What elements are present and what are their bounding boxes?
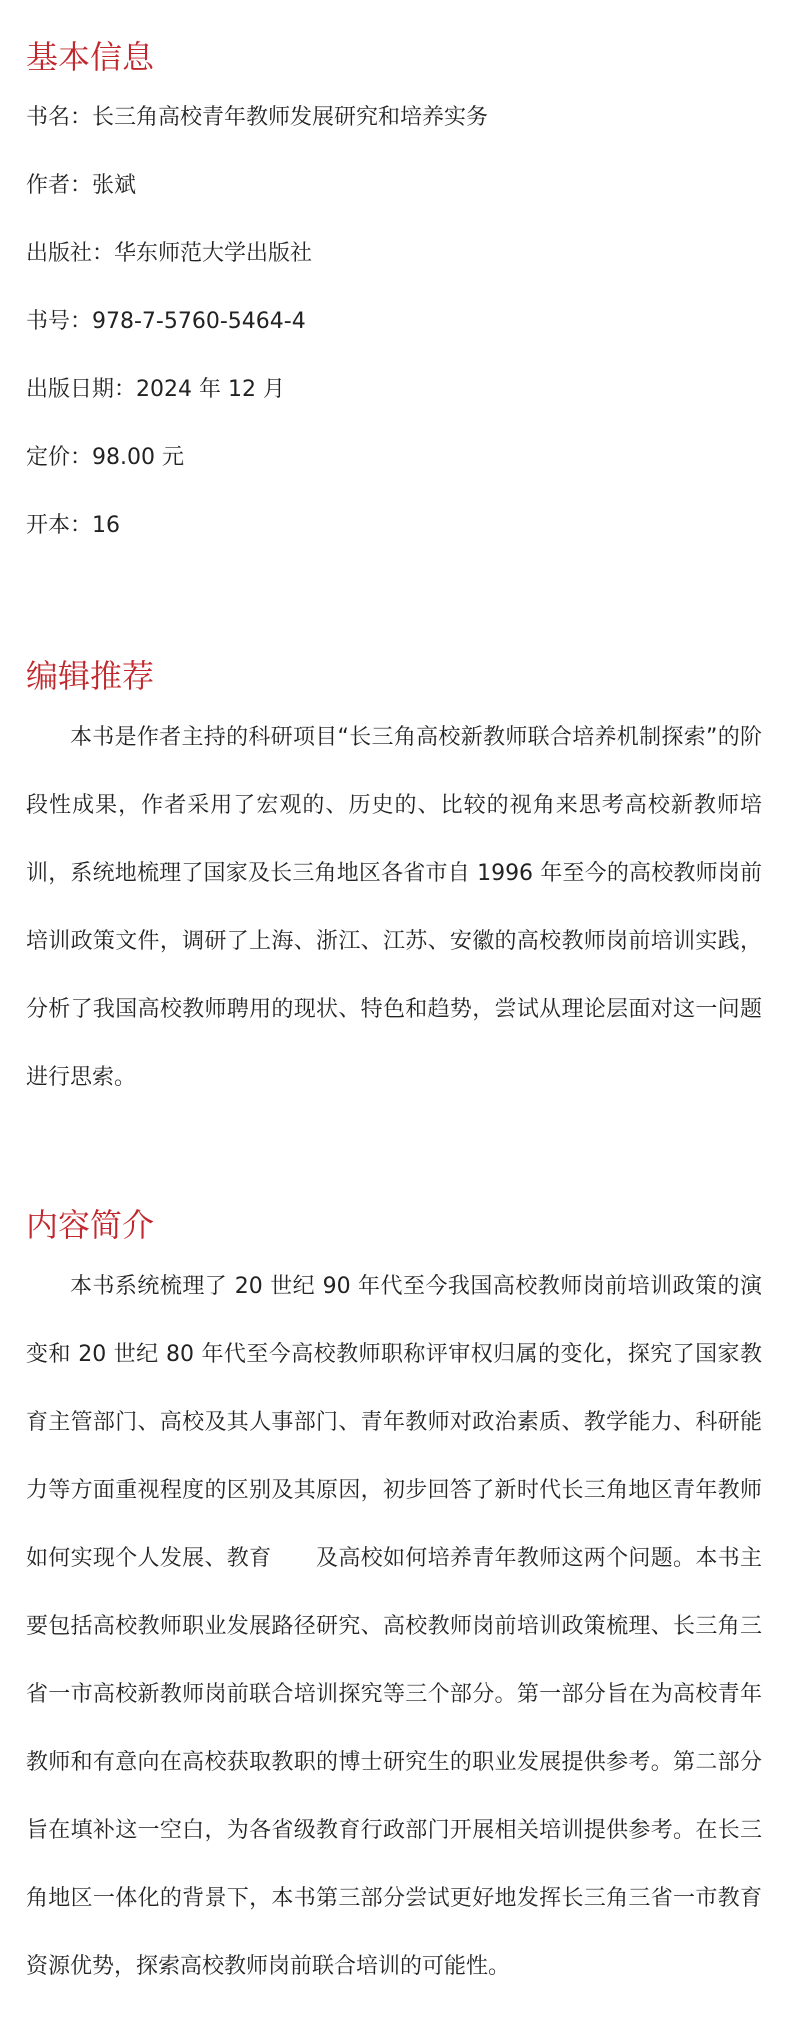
info-format: 开本：16 xyxy=(26,513,120,538)
content-intro-heading: 内容简介 xyxy=(26,1206,155,1244)
content-intro-paragraph: 本书系统梳理了 20 世纪 90 年代至今我国高校教师岗前培训政策的演变和 20 世纪 80 年代至今高校教师职称评审权归属的变化，探究了国家教育主管部门、高校及其人事部门、青年教师对政治素质、教学能力、科研能力等方面重视程度的区别及其原因，初步回答了新时代长三角地区青年教师如何实现个人发展、教育 及高校如何培养青年教师这两个问题。本书主要包括高校教师职业发展路径研究、高校教师岗前培训政策梳理、长三角三省一市高校新教师岗前联合培训探究等三个部分。第一部分旨在为高校青年教师和有意向在高校获取教职的博士研究生的职业发展提供参考。第二部分旨在填补这一空白，为各省级教育行政部门开展相关培训提供参考。在长三角地区一体化的背景下，本书第三部分尝试更好地发挥长三角三省一市教育资源优势，探索高校教师岗前联合培训的可能性。 xyxy=(26,1274,762,1979)
basic-info-section xyxy=(26,37,762,579)
info-publisher: 出版社：华东师范大学出版社 xyxy=(26,241,313,266)
content-intro-section xyxy=(26,1205,762,2001)
info-author: 作者：张斌 xyxy=(26,173,137,198)
info-publish-date: 出版日期：2024 年 12 月 xyxy=(26,377,285,402)
editor-recommendation-paragraph: 本书是作者主持的科研项目“长三角高校新教师联合培养机制探索”的阶段性成果，作者采用了宏观的、历史的、比较的视角来思考高校新教师培训，系统地梳理了国家及长三角地区各省市自 1996 年至今的高校教师岗前培训政策文件，调研了上海、浙江、江苏、安徽的高校教师岗前培训实践，分析了我国高校教师聘用的现状、特色和趋势，尝试从理论层面对这一问题进行思索。 xyxy=(26,725,762,1090)
editor-recommendation-heading: 编辑推荐 xyxy=(26,657,155,695)
info-isbn: 书号：978-7-5760-5464-4 xyxy=(26,309,306,334)
basic-info-heading: 基本信息 xyxy=(26,38,155,76)
info-price: 定价：98.00 元 xyxy=(26,445,184,470)
editor-recommendation-section xyxy=(26,656,762,1112)
info-book-title: 书名：长三角高校青年教师发展研究和培养实务 xyxy=(26,105,489,130)
